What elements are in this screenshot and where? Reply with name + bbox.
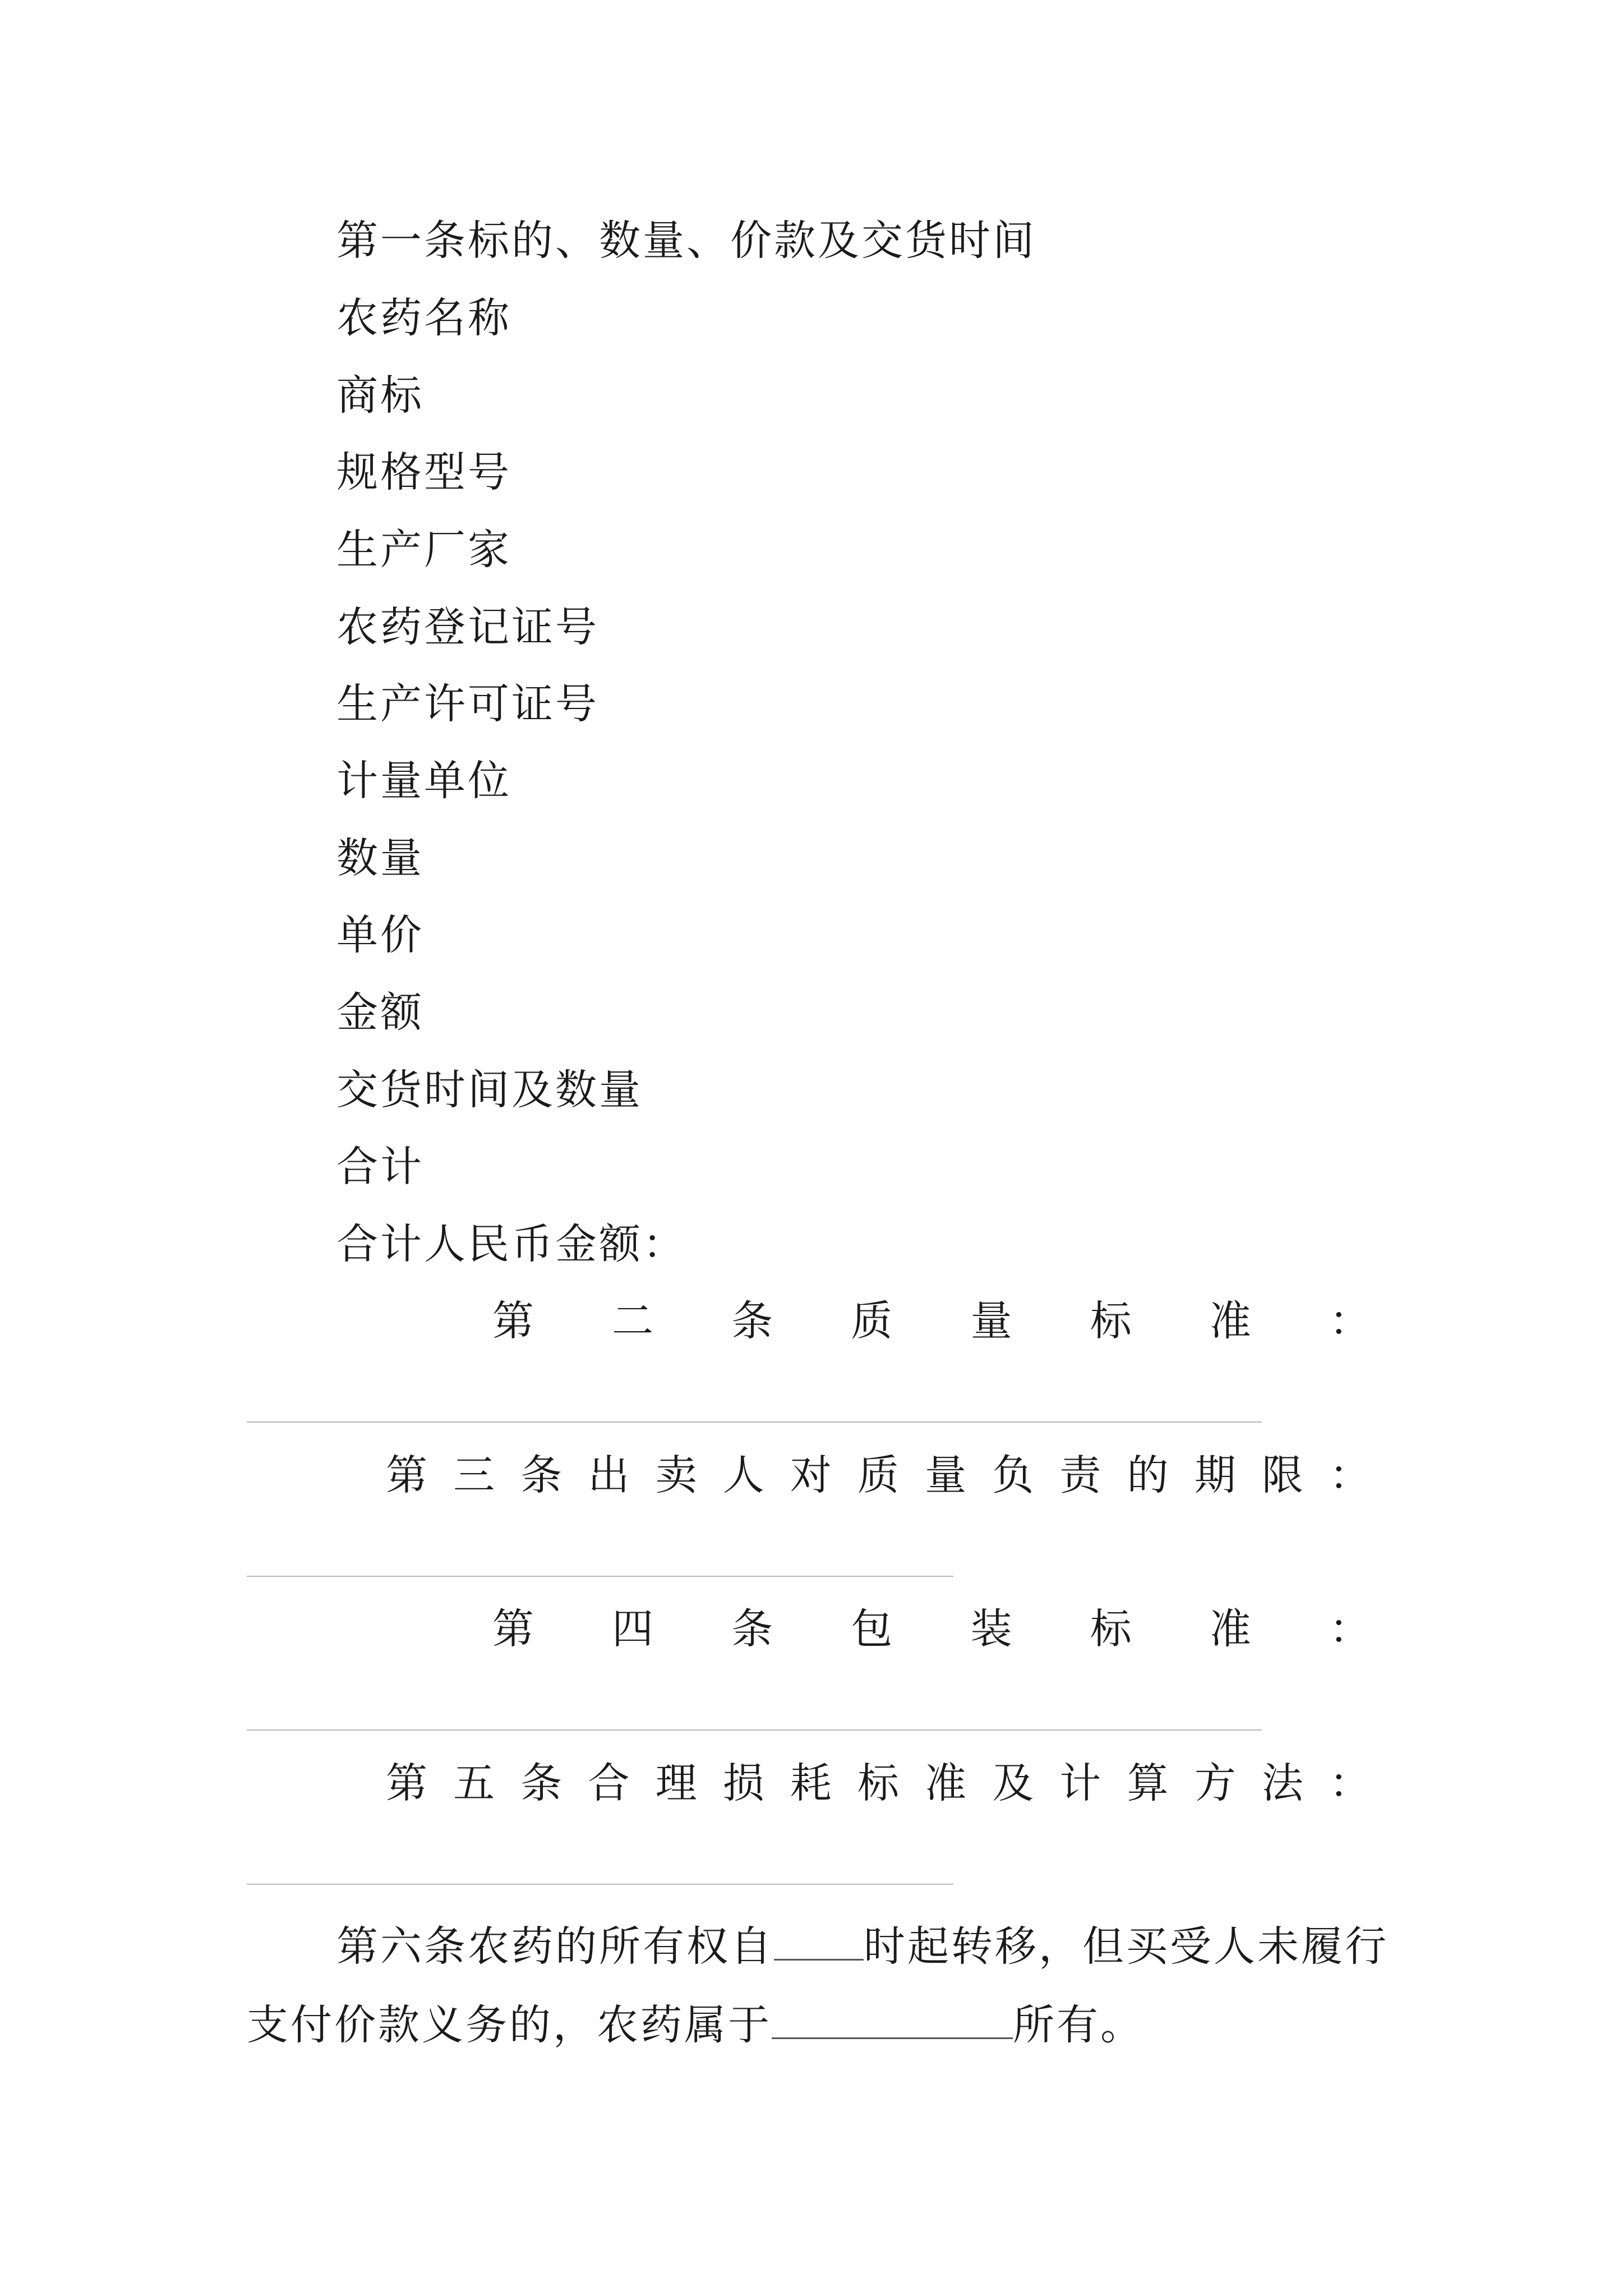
article-5-char: 条	[520, 1759, 562, 1807]
field-total: 合计	[336, 1143, 424, 1191]
article-1-heading: 第一条标的、数量、价款及交货时间	[336, 217, 1036, 265]
article-4-heading	[492, 1605, 1371, 1653]
article-3-char: 的	[1127, 1451, 1169, 1499]
article-2-heading	[492, 1297, 1371, 1345]
article-3-fill-line	[247, 1576, 953, 1577]
article-4-char: 标	[1090, 1605, 1132, 1653]
article-3-char: 对	[790, 1451, 832, 1499]
article-2-char: 质	[851, 1297, 893, 1345]
article-3-char: 出	[588, 1451, 630, 1499]
article-5-char: 五	[453, 1759, 495, 1807]
article-5-char: 算	[1127, 1759, 1169, 1807]
field-license-number: 生产许可证号	[336, 680, 599, 728]
article-3-char: 限	[1261, 1451, 1303, 1499]
article-5-char: 法	[1261, 1759, 1303, 1807]
article-3-char: 责	[1059, 1451, 1101, 1499]
article-5-heading	[386, 1759, 1371, 1807]
article-3-char: 卖	[655, 1451, 697, 1499]
article-5-char: 准	[925, 1759, 967, 1807]
field-unit: 计量单位	[336, 757, 511, 805]
article-2-char: 量	[970, 1297, 1012, 1345]
article-3-char: 人	[722, 1451, 764, 1499]
article-4-char: 条	[731, 1605, 773, 1653]
article-3-char: 第	[386, 1451, 427, 1499]
article-3-char: 质	[857, 1451, 899, 1499]
article-5-char: ：	[1329, 1759, 1371, 1807]
article-5-char: 理	[655, 1759, 697, 1807]
article-2-char: 二	[612, 1297, 654, 1345]
field-total-rmb: 合计人民币金额：	[336, 1220, 686, 1268]
article-3-char: ：	[1329, 1451, 1371, 1499]
article-2-char: 准	[1209, 1297, 1251, 1345]
article-5-char: 及	[992, 1759, 1034, 1807]
article-4-char: 四	[612, 1605, 654, 1653]
field-delivery-time-quantity: 交货时间及数量	[336, 1066, 643, 1114]
field-quantity: 数量	[336, 834, 424, 882]
article-2-char: 标	[1090, 1297, 1132, 1345]
article-4-char: 第	[492, 1605, 534, 1653]
article-2-fill-line	[247, 1421, 1262, 1423]
article-4-fill-line	[247, 1729, 1262, 1731]
article-3-char: 负	[992, 1451, 1034, 1499]
field-pesticide-name: 农药名称	[336, 294, 511, 342]
article-5-char: 方	[1194, 1759, 1236, 1807]
field-unit-price: 单价	[336, 911, 424, 959]
article-5-char: 损	[722, 1759, 764, 1807]
field-manufacturer: 生产厂家	[336, 526, 511, 574]
article-3-heading	[386, 1451, 1371, 1499]
article-6-paragraph	[247, 1907, 1391, 2064]
article-6-text-end: 所有。	[1013, 2001, 1144, 2049]
article-5-char: 计	[1059, 1759, 1101, 1807]
article-3-char: 期	[1194, 1451, 1236, 1499]
owner-blank[interactable]	[772, 2004, 1013, 2039]
field-spec-model: 规格型号	[336, 448, 511, 496]
transfer-time-blank[interactable]	[774, 1925, 864, 1961]
field-registration-number: 农药登记证号	[336, 603, 599, 651]
article-4-char: 包	[851, 1605, 893, 1653]
article-2-char: 第	[492, 1297, 534, 1345]
article-3-char: 条	[520, 1451, 562, 1499]
article-5-char: 标	[857, 1759, 899, 1807]
article-4-char: 准	[1209, 1605, 1251, 1653]
article-5-char: 合	[588, 1759, 630, 1807]
article-6-text-start: 第六条农药的所有权自	[336, 1922, 774, 1971]
article-3-char: 三	[453, 1451, 495, 1499]
article-3-char: 量	[925, 1451, 967, 1499]
field-amount: 金额	[336, 988, 424, 1037]
article-2-char: ：	[1329, 1297, 1371, 1345]
article-5-fill-line	[247, 1884, 953, 1885]
article-5-char: 耗	[790, 1759, 832, 1807]
article-4-char: ：	[1329, 1605, 1371, 1653]
field-trademark: 商标	[336, 371, 424, 420]
article-6-text-middle: 时起转移，但买受人未履行支付价款义务的，农药属于	[247, 1922, 1389, 2049]
article-5-char: 第	[386, 1759, 427, 1807]
article-4-char: 装	[970, 1605, 1012, 1653]
article-2-char: 条	[731, 1297, 773, 1345]
